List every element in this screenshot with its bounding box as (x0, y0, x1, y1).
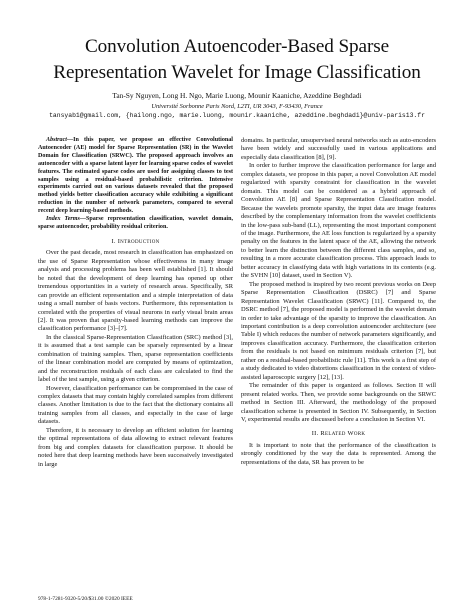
title-line-1: Convolution Autoencoder-Based Sparse (84, 36, 390, 57)
left-column (38, 137, 233, 469)
paragraph: Therefore, it is necessary to develop an efficient solution for learning the optimal representations of data allowing to extract relevant features from big and complex datasets for classification purpose. It should be noted here that deep learning methods have been successively investigated in large (38, 426, 233, 468)
affiliation: Université Sorbonne Paris Nord, L2TI, UR 3043, F-93430, France (151, 103, 323, 110)
paragraph: In the classical Sparse-Representation Classification (SRC) method [3], it is assumed that a test sample can be sparsely represented by a linear combination of training samples. Then, sparse representation coefficients of the linear combination model are computed by means of optimization, and the reconstruction residuals of each class are calculated to find the label of the test sample, using a given criterion. (38, 333, 233, 384)
paper-title (20, 34, 454, 86)
paragraph: It is important to note that the performance of the classification is strongly conditioned by the way the data is represented. Among the representations of the data, SR has proven to be (241, 441, 436, 466)
paragraph: However, classification performance can be compromised in the case of complex datasets that may contain highly correlated samples from different classes. Another limitation is due to the fact that the dictionary contains all training samples from all classes, and especially in the case of large datasets. (38, 384, 233, 426)
index-terms-label: Index Terms (46, 216, 80, 223)
title-line-2: Representation Wavelet for Image Classification (53, 62, 421, 83)
abstract-label: Abstract (46, 137, 67, 143)
section-heading-introduction: I. Introduction (111, 237, 160, 245)
index-terms (38, 216, 233, 232)
author-list: Tan-Sy Nguyen, Long H. Ngo, Marie Luong, Mounir Kaaniche, Azeddine Beghdadi (112, 91, 362, 100)
section-heading-related-work: II. Related Work (311, 430, 366, 438)
right-column (241, 137, 436, 467)
copyright-footer: 978-1-7281-9320-5/20/$31.00 ©2020 IEEE (38, 596, 133, 602)
author-emails: tansyab1@gmail.com, {hailong.ngo, marie.luong, mounir.kaaniche, azeddine.beghdadi}@univ-paris13.fr (49, 112, 425, 119)
paragraph: domains. In particular, unsupervised neural networks such as auto-encoders have been widely and successfully used in various applications and especially data classification [8], [9]. (241, 137, 436, 161)
abstract-text: —In this paper, we propose an effective Convolutional Autoencoder (AE) model for Sparse Representation (SR) in the Wavelet Domain for Classification (SRWC). The proposed approach involves an autoencoder with a sparse latent layer for learning sparse codes of wavelet features. The estimated sparse codes are used for assigning classes to test samples using a residual-based probabilistic criterion. Intensive experiments carried out on various datasets revealed that the proposed method yields better classification accuracy while exhibiting a significant reduction in the number of network parameters, compared to several recent deep learning-based methods. (38, 137, 233, 215)
paragraph: The remainder of this paper is organized as follows. Section II will present related works. Then, we provide some backgrounds on the SRWC method in Section III. Afterward, the methodology of the proposed classification scheme is presented in Section IV. Subsequently, in Section V, experimental results are discussed before a conclusion in Section VI. (241, 382, 436, 423)
abstract (38, 137, 233, 216)
paragraph: Over the past decade, most research in classification has emphasized on the use of Sparse Representation whose effectiveness in many image analysis and processing problems has been well established [1]. It should be noted that the development of deep learning has opened up other tremendous opportunities in a variety of research areas. Specifically, SR can provide an efficient representation and a simple interpretation of data using a small number of basis vectors. Furthermore, this representation is correlated with the properties of visual neurons in early visual brain areas [2]. It was proven that sparsity-based learning methods can improve the classification performance [3]–[7]. (38, 249, 233, 333)
paragraph: The proposed method is inspired by two recent previous works on Deep Sparse Representation Classification (DSRC) [7] and Sparse Representation Wavelet Classification (SRWC) [11]. Compared to, the DSRC method [7], the proposed model is performed in the wavelet domain in order to take advantage of the sparsity to improve the classification. An important contribution is a deep convolution autoencoder architecture (see Table I) which reduces the number of network parameters significantly, and improves classification accuracy. Furthermore, the classification criterion from the residuals is not based on minimum residuals criterion [7], but rather on a residual-based probabilistic rule [11]. This work is a first step of a study dedicated to video distortions classification in the context of video-assisted laparoscopic surgery [12], [13]. (241, 280, 436, 381)
paragraph: In order to further improve the classification performance for large and complex datasets, we propose in this paper, a novel Convolution AE model regularized with sparsity constraint for classification in the wavelet domain. This model can be considered as a hybrid approach of Convolution AE [8] and Sparse Representation Classification model. Because the wavelets promote sparsity, the input data are image features described by the complementary information from the wavelet coefficients in the low-pass sub-band (LL), representing the most important component of the image. Furthermore, the AE loss function is regularized by a sparsity penalty on the features in the latent space of the AE, allowing the network to better learn the distinction between the different class samples, and so, resulting in a more accurate classification process. This approach leads to better accuracy in classifying data with high variations in its contents (e.g. the SVHN [10] dataset, used in Section V). (241, 162, 436, 280)
index-terms-text: —Sparse representation classification, wavelet domain, sparse autoencoder, probability residual criterion. (38, 216, 233, 230)
